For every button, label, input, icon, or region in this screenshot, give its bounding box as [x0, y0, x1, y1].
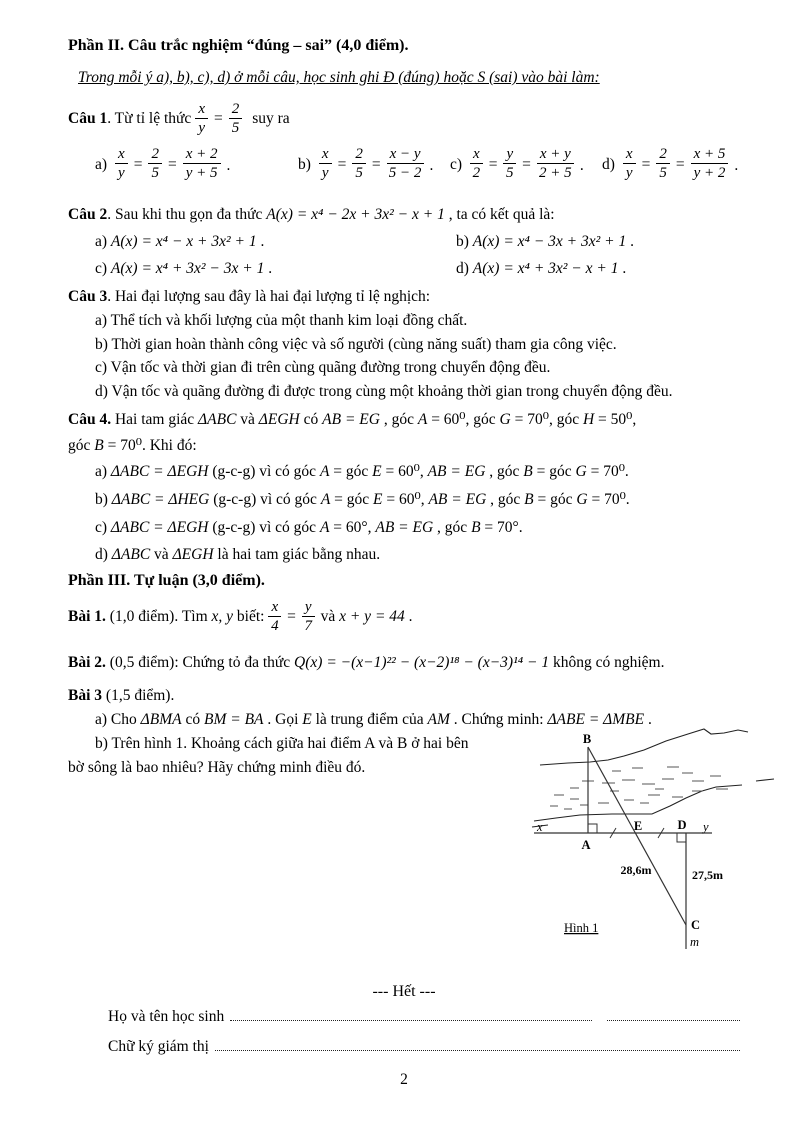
fraction: $\frac{x + 5}{y + 2}$	[691, 146, 729, 183]
part3-heading: Phần III. Tự luận (3,0 điểm).	[68, 572, 265, 589]
question-2-option-c: c) A(x) = x⁴ + 3x² − 3x + 1 .	[95, 260, 273, 277]
question-2-option-a: a) A(x) = x⁴ − x + 3x² + 1 .	[95, 233, 265, 250]
figure-label-B: B	[582, 732, 592, 746]
question-4-option-a: a) ΔABC = ΔEGH (g-c-g) vì có góc A = góc E = 60⁰, AB = EG , góc B = góc G = 70⁰.	[95, 463, 629, 480]
question-4-option-c: c) ΔABC = ΔEGH (g-c-g) vì có góc A = 60°, AB = EG , góc B = 70°.	[95, 519, 523, 536]
fraction: $\frac{x - y}{5 - 2}$	[387, 146, 424, 183]
fraction: $\frac{x + 2}{y + 5}$	[183, 146, 221, 183]
question-2-stem: Câu 2. Sau khi thu gọn đa thức A(x) = x⁴ − 2x + 3x² − x + 1 , ta có kết quả là:	[68, 206, 555, 223]
question-3-option-a: a) Thể tích và khối lượng của một thanh kim loại đồng chất.	[95, 312, 468, 329]
exercise-3-part-a: a) Cho ΔBMA có BM = BA . Gọi E là trung điểm của AM . Chứng minh: ΔABE = ΔMBE .	[95, 711, 652, 728]
question-3-stem: Câu 3. Hai đại lượng sau đây là hai đại lượng tỉ lệ nghịch:	[68, 288, 431, 305]
question-2-options-row-2	[68, 255, 740, 282]
equals-sign: =	[287, 608, 296, 626]
exercise-2: Bài 2. (0,5 điểm): Chứng tỏ đa thức Q(x) = −(x−1)²² − (x−2)¹⁸ − (x−3)¹⁴ − 1 không có nghiệm.	[68, 654, 665, 671]
segment-BEC	[588, 747, 686, 925]
figure-label-E: E	[633, 819, 643, 833]
dotted-fill-line	[230, 1006, 592, 1021]
student-name-line	[108, 1005, 740, 1028]
question-1-option-c: c) $\frac{x}{2}$ = $\frac{y}{5}$ = $\frac{x + y}{2 + 5}$ .	[450, 146, 584, 182]
question-1-option-a: a) $\frac{x}{y}$ = $\frac{2}{5}$ = $\frac{x + 2}{y + 5}$ .	[95, 146, 231, 182]
end-marker: --- Hết ---	[372, 983, 436, 1000]
fraction: $\frac{x}{y}$	[195, 101, 208, 138]
question-4-option-b: b) ΔABC = ΔHEG (g-c-g) vì có góc A = góc E = 60⁰, AB = EG , góc B = góc G = 70⁰.	[95, 491, 630, 508]
exercise-1-intro: Bài 1. (1,0 điểm). Tìm x, y biết:	[68, 608, 265, 626]
figure-label-m: m	[690, 935, 700, 949]
fraction: $\frac{x}{y}$	[623, 146, 636, 183]
equals-sign: =	[213, 110, 223, 128]
figure-hinh-1	[520, 725, 794, 965]
question-2-options-row-1	[68, 228, 740, 255]
question-2-option-b: b) A(x) = x⁴ − 3x + 3x² + 1 .	[456, 233, 634, 250]
question-2-option-d: d) A(x) = x⁴ + 3x² − x + 1 .	[456, 260, 627, 277]
fraction: $\frac{y}{5}$	[503, 146, 516, 183]
question-1-intro: Câu 1. Từ tỉ lệ thức	[68, 110, 192, 128]
fraction: $\frac{x}{2}$	[470, 146, 483, 183]
dotted-fill-line	[607, 1006, 740, 1021]
river-near-bank	[534, 785, 742, 821]
figure-label-y: y	[703, 820, 709, 834]
river-near-bank-dash	[532, 779, 774, 827]
fraction: $\frac{x}{y}$	[319, 146, 332, 183]
student-name-label: Họ và tên học sinh	[108, 1008, 225, 1025]
question-3-option-b: b) Thời gian hoàn thành công việc và số người (cùng năng suất) tham gia công việc.	[95, 335, 617, 353]
fraction: $\frac{x}{y}$	[115, 146, 128, 183]
fraction: $\frac{2}{5}$	[352, 146, 366, 183]
fraction: $\frac{x}{4}$	[268, 599, 281, 636]
figure-distance-EC: 28,6m	[620, 863, 652, 877]
part2-heading: Phần II. Câu trắc nghiệm “đúng – sai” (4,0 điểm).	[68, 37, 409, 54]
river-far-bank	[540, 729, 748, 765]
question-1-options	[68, 144, 740, 198]
question-1-stem	[68, 96, 740, 142]
exercise-1-outro: và x + y = 44 .	[320, 608, 413, 626]
question-4-option-d: d) ΔABC và ΔEGH là hai tam giác bằng nhau.	[95, 546, 381, 563]
fraction: $\frac{2}{5}$	[148, 146, 162, 183]
figure-caption: Hình 1	[564, 921, 599, 935]
figure-label-x: x	[537, 820, 543, 834]
exercise-1	[68, 595, 740, 639]
fraction: $\frac{x + y}{2 + 5}$	[537, 146, 574, 183]
question-1-outro: suy ra	[252, 110, 290, 128]
exercise-3-heading: Bài 3 (1,5 điểm).	[68, 687, 175, 704]
question-4-stem-line-2: góc B = 70⁰. Khi đó:	[68, 437, 197, 454]
question-1-option-d: d) $\frac{x}{y}$ = $\frac{2}{5}$ = $\frac{x + 5}{y + 2}$ .	[602, 146, 739, 182]
figure-label-A: A	[581, 838, 591, 852]
right-angle-at-D	[677, 833, 686, 842]
fraction: $\frac{2}{5}$	[229, 101, 243, 138]
exercise-3-part-b-line-2: bờ sông là bao nhiêu? Hãy chứng minh điều đó.	[68, 758, 366, 776]
dotted-fill-line	[215, 1036, 740, 1051]
question-1-option-b: b) $\frac{x}{y}$ = $\frac{2}{5}$ = $\frac{x - y}{5 - 2}$ .	[298, 146, 434, 182]
fraction: $\frac{2}{5}$	[656, 146, 670, 183]
proctor-signature-label: Chữ ký giám thị	[108, 1038, 209, 1055]
question-3-option-d: d) Vận tốc và quãng đường đi được trong cùng một khoảng thời gian trong chuyển động đều.	[95, 382, 673, 400]
water-dashes	[550, 767, 728, 809]
fraction: $\frac{y}{7}$	[302, 599, 315, 636]
figure-label-D: D	[677, 818, 687, 832]
right-angle-at-A	[588, 824, 597, 833]
question-4-stem-line-1: Câu 4. Hai tam giác ΔABC và ΔEGH có AB = EG , góc A = 60⁰, góc G = 70⁰, góc H = 50⁰,	[68, 411, 637, 428]
page-number: 2	[400, 1071, 408, 1088]
figure-label-C: C	[691, 918, 701, 932]
part2-instruction: Trong mỗi ý a), b), c), d) ở mỗi câu, học sinh ghi Đ (đúng) hoặc S (sai) vào bài làm:	[78, 69, 600, 86]
proctor-signature-line	[108, 1035, 740, 1058]
exercise-3-part-b-line-1: b) Trên hình 1. Khoảng cách giữa hai điểm A và B ở hai bên	[95, 735, 469, 752]
question-3-option-c: c) Vận tốc và thời gian đi trên cùng quãng đường trong chuyển động đều.	[95, 359, 551, 376]
figure-distance-DC: 27,5m	[692, 868, 723, 882]
